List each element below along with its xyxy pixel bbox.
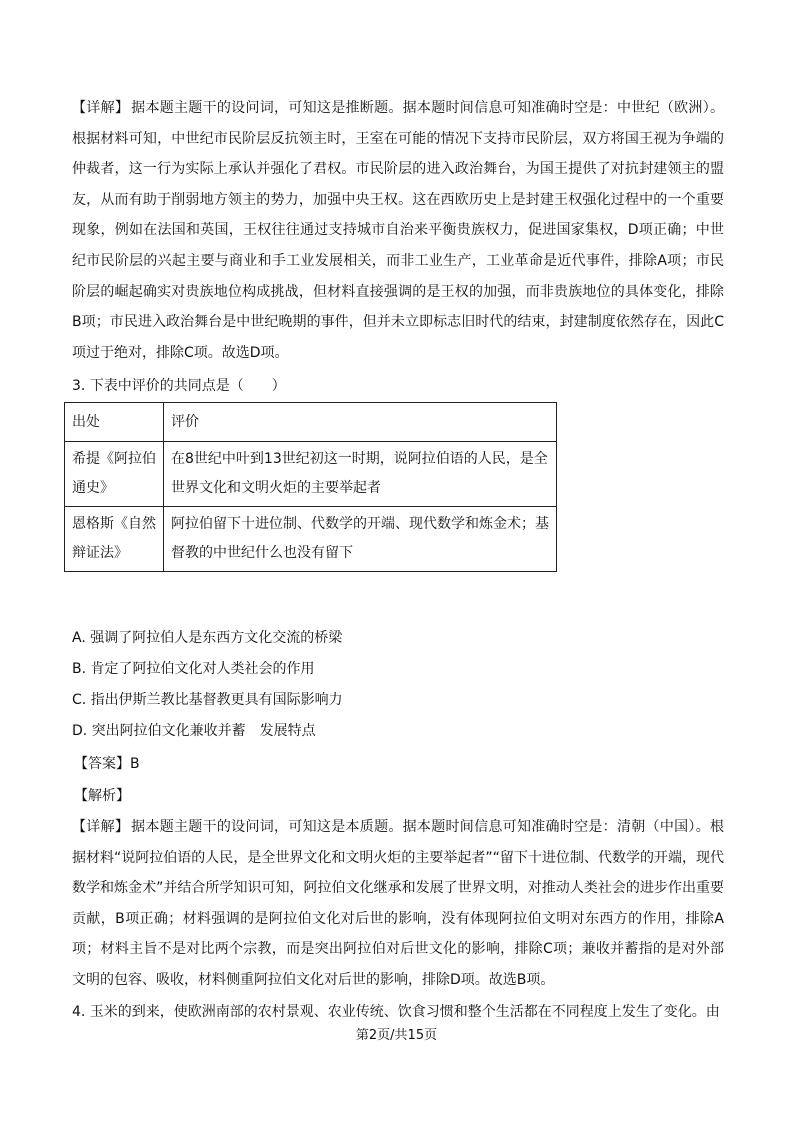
detail-paragraph-q2 xyxy=(72,93,724,368)
question-3-stem: 3. 下表中评价的共同点是（ ） xyxy=(72,378,286,394)
detail-tag: 【详解】 xyxy=(72,819,130,835)
table-header-comment: 评价 xyxy=(164,403,557,442)
evaluation-table xyxy=(64,402,557,572)
answer-label: 【答案】B xyxy=(74,756,140,772)
table-row xyxy=(65,507,557,572)
page-footer: 第2页/共15页 xyxy=(355,1028,438,1043)
option-c: C. 指出伊斯兰教比基督教更具有国际影响力 xyxy=(72,692,343,708)
table-cell-comment: 在8世纪中叶到13世纪初这一时期，说阿拉伯语的人民，是全世界文化和文明火炬的主要举起者 xyxy=(164,442,557,507)
table-row xyxy=(65,442,557,507)
analysis-label: 【解析】 xyxy=(74,788,130,804)
option-b: B. 肯定了阿拉伯文化对人类社会的作用 xyxy=(72,661,315,677)
table-cell-source: 恩格斯《自然辩证法》 xyxy=(65,507,164,572)
table-cell-comment: 阿拉伯留下十进位制、代数学的开端、现代数学和炼金术；基督教的中世纪什么也没有留下 xyxy=(164,507,557,572)
detail-paragraph-q3 xyxy=(72,812,724,996)
table-header-source: 出处 xyxy=(65,403,164,442)
table-header-row xyxy=(65,403,557,442)
question-4-stem: 4. 玉米的到来，使欧洲南部的农村景观、农业传统、饮食习惯和整个生活都在不同程度上发生了变化。由 xyxy=(72,1004,720,1020)
option-d: D. 突出阿拉伯文化兼收并蓄 发展特点 xyxy=(72,723,316,739)
option-a: A. 强调了阿拉伯人是东西方文化交流的桥梁 xyxy=(72,630,343,646)
detail-text: 据本题主题干的设问词，可知这是本质题。据本题时间信息可知准确时空是：清朝（中国）。根据材料“说阿拉伯语的人民，是全世界文化和文明火炬的主要举起者”“留下十进位制、代数学的开端，现代数学和炼金术”并结合所学知识可知，阿拉伯文化继承和发展了世界文明，对推动人类社会的进步作出重要贡献，B项正确；材料强调的是阿拉伯文化对后世的影响，没有体现阿拉伯文明对东西方的作用，排除A项；材料主旨不是对比两个宗教，而是突出阿拉伯对后世文化的影响，排除C项；兼收并蓄指的是对外部文明的包容、吸收，材料侧重阿拉伯文化对后世的影响，排除D项。故选B项。 xyxy=(72,819,724,988)
table-cell-source: 希提《阿拉伯通史》 xyxy=(65,442,164,507)
detail-tag: 【详解】 xyxy=(72,100,130,116)
detail-text: 据本题主题干的设问词，可知这是推断题。据本题时间信息可知准确时空是：中世纪（欧洲）。根据材料可知，中世纪市民阶层反抗领主时，王室在可能的情况下支持市民阶层，双方将国王视为争端的仲裁者，这一行为实际上承认并强化了君权。市民阶层的进入政治舞台，为国王提供了对抗封建领主的盟友，从而有助于削弱地方领主的势力，加强中央王权。这在西欧历史上是封建王权强化过程中的一个重要现象，例如在法国和英国，王权往往通过支持城市自治来平衡贵族权力，促进国家集权，D项正确；中世纪市民阶层的兴起主要与商业和手工业发展相关，而非工业生产，工业革命是近代事件，排除A项；市民阶层的崛起确实对贵族地位构成挑战，但材料直接强调的是王权的加强，而非贵族地位的具体变化，排除B项；市民进入政治舞台是中世纪晚期的事件，但并未立即标志旧时代的结束，封建制度依然存在，因此C项过于绝对，排除C项。故选D项。 xyxy=(72,100,724,361)
